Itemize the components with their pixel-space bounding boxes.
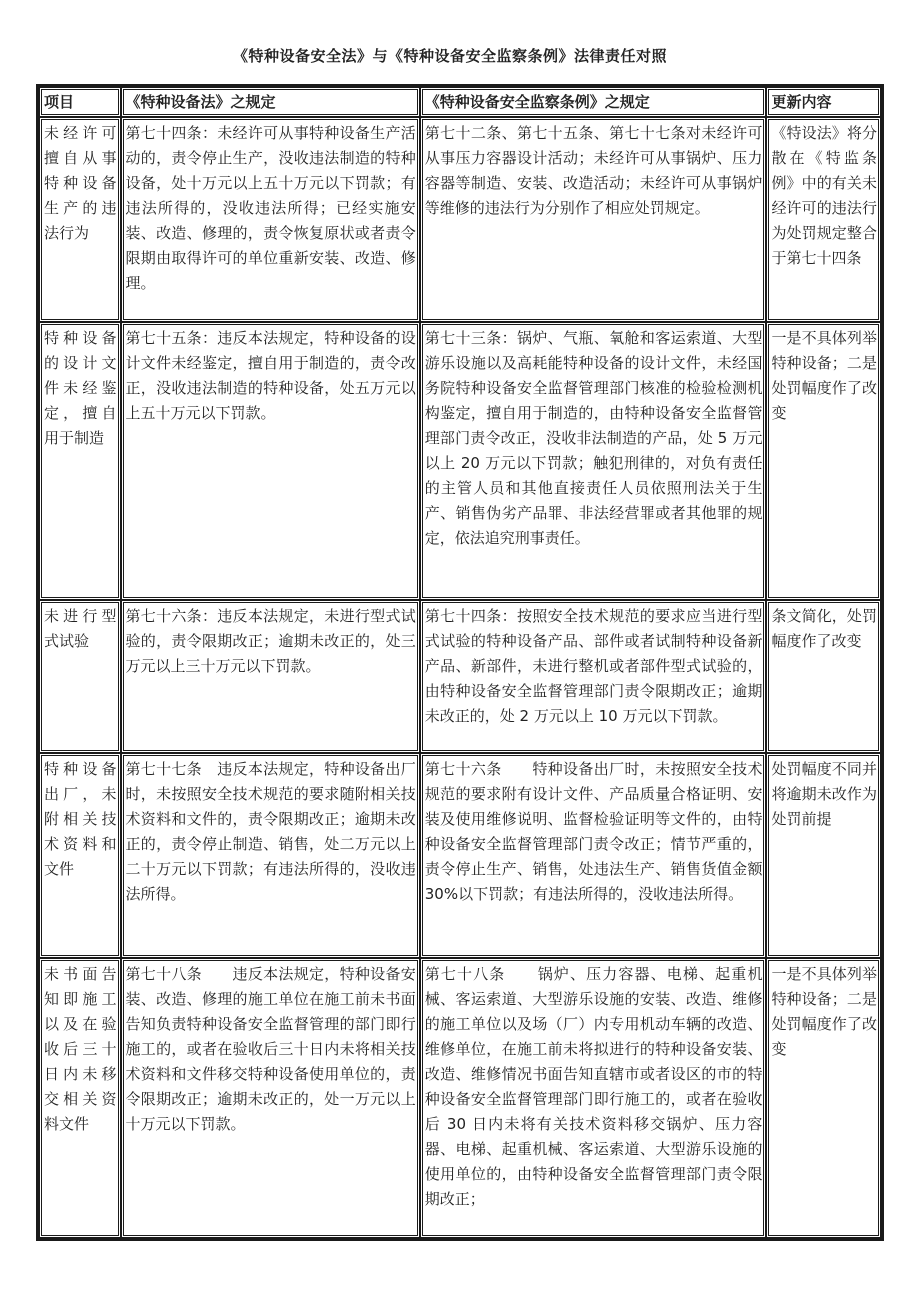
cell-update: 一是不具体列举特种设备；二是处罚幅度作了改变 [766, 322, 881, 600]
cell-law: 第七十五条：违反本法规定，特种设备的设计文件未经鉴定，擅自用于制造的，责令改正，没收违法制造的特种设备，处五万元以上五十万元以下罚款。 [121, 322, 420, 600]
cell-item: 特种设备出厂，未附相关技术资料和文件 [39, 753, 121, 958]
comparison-table [36, 84, 884, 1241]
cell-item: 特种设备的设计文件未经鉴定，擅自用于制造 [39, 322, 121, 600]
cell-regulation: 第七十八条 锅炉、压力容器、电梯、起重机械、客运索道、大型游乐设施的安装、改造、维修的施工单位以及场（厂）内专用机动车辆的改造、维修单位，在施工前未将拟进行的特种设备安装、改造、维修情况书面告知直辖市或者设区的市的特种设备安全监督管理部门即行施工的，或者在验收后 30 日内未将有关技术资料移交锅炉、压力容器、电梯、起重机械、客运索道、大型游乐设施的使用单位的，由特种设备安全监督管理部门责令限期改正； [420, 958, 767, 1238]
header-update: 更新内容 [766, 87, 881, 117]
cell-update: 一是不具体列举特种设备；二是处罚幅度作了改变 [766, 958, 881, 1238]
table-row [39, 600, 881, 753]
table-row [39, 117, 881, 322]
cell-item: 未书面告知即施工以及在验收后三十日内未移交相关资料文件 [39, 958, 121, 1238]
cell-regulation: 第七十二条、第七十五条、第七十七条对未经许可从事压力容器设计活动；未经许可从事锅炉、压力容器等制造、安装、改造活动；未经许可从事锅炉等维修的违法行为分别作了相应处罚规定。 [420, 117, 767, 322]
cell-update: 《特设法》将分散在《特监条例》中的有关未经许可的违法行为处罚规定整合于第七十四条 [766, 117, 881, 322]
cell-law: 第七十四条：未经许可从事特种设备生产活动的，责令停止生产，没收违法制造的特种设备，处十万元以上五十万元以下罚款；有违法所得的，没收违法所得；已经实施安装、改造、修理的，责令恢复原状或者责令限期由取得许可的单位重新安装、改造、修理。 [121, 117, 420, 322]
cell-regulation: 第七十六条 特种设备出厂时，未按照安全技术规范的要求附有设计文件、产品质量合格证明、安装及使用维修说明、监督检验证明等文件的，由特种设备安全监督管理部门责令改正；情节严重的，责令停止生产、销售，处违法生产、销售货值金额 30%以下罚款；有违法所得的，没收违法所得。 [420, 753, 767, 958]
cell-regulation: 第七十四条：按照安全技术规范的要求应当进行型式试验的特种设备产品、部件或者试制特种设备新产品、新部件，未进行整机或者部件型式试验的，由特种设备安全监督管理部门责令限期改正；逾期未改正的，处 2 万元以上 10 万元以下罚款。 [420, 600, 767, 753]
cell-law: 第七十七条 违反本法规定，特种设备出厂时，未按照安全技术规范的要求随附相关技术资料和文件的，责令限期改正；逾期未改正的，责令停止制造、销售，处二万元以上二十万元以下罚款；有违法所得的，没收违法所得。 [121, 753, 420, 958]
table-header-row [39, 87, 881, 117]
cell-update: 条文简化，处罚幅度作了改变 [766, 600, 881, 753]
table-row [39, 958, 881, 1238]
cell-law: 第七十八条 违反本法规定，特种设备安装、改造、修理的施工单位在施工前未书面告知负责特种设备安全监督管理的部门即行施工的，或者在验收后三十日内未将相关技术资料和文件移交特种设备使用单位的，责令限期改正；逾期未改正的，处一万元以上十万元以下罚款。 [121, 958, 420, 1238]
cell-item: 未经许可擅自从事特种设备生产的违法行为 [39, 117, 121, 322]
header-item: 项目 [39, 87, 121, 117]
cell-update: 处罚幅度不同并将逾期未改作为处罚前提 [766, 753, 881, 958]
table-row [39, 753, 881, 958]
document-title: 《特种设备安全法》与《特种设备安全监察条例》法律责任对照 [232, 47, 667, 65]
table-row [39, 322, 881, 600]
cell-item: 未进行型式试验 [39, 600, 121, 753]
cell-law: 第七十六条：违反本法规定，未进行型式试验的，责令限期改正；逾期未改正的，处三万元以上三十万元以下罚款。 [121, 600, 420, 753]
header-regulation: 《特种设备安全监察条例》之规定 [420, 87, 767, 117]
cell-regulation: 第七十三条：锅炉、气瓶、氧舱和客运索道、大型游乐设施以及高耗能特种设备的设计文件，未经国务院特种设备安全监督管理部门核准的检验检测机构鉴定，擅自用于制造的，由特种设备安全监督管理部门责令改正，没收非法制造的产品，处 5 万元以上 20 万元以下罚款；触犯刑律的，对负有责任的主管人员和其他直接责任人员依照刑法关于生产、销售伪劣产品罪、非法经营罪或者其他罪的规定，依法追究刑事责任。 [420, 322, 767, 600]
header-law: 《特种设备法》之规定 [121, 87, 420, 117]
